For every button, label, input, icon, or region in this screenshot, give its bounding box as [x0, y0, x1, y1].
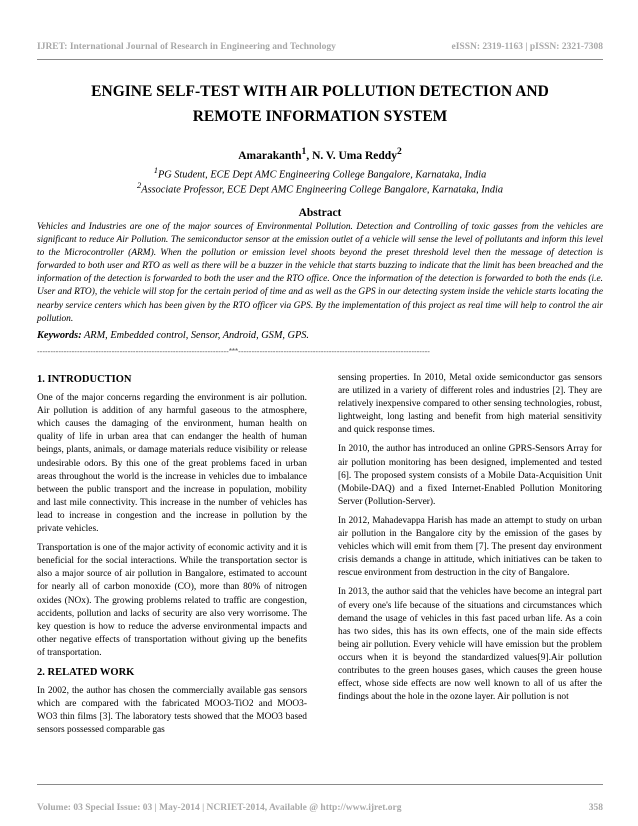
- related-paragraph-2: sensing properties. In 2010, Metal oxide semiconductor gas sensors are utilized in a variety of different roles and industries [2]. They are relatively inexpensive compared to other sensing technologies, robust, lightweight, long lasting and benefit from high material sensitivity and quick response times.: [338, 373, 602, 436]
- title-line-2: REMOTE INFORMATION SYSTEM: [192, 108, 448, 125]
- author-1: Amarakanth: [238, 149, 302, 162]
- issn-info: eISSN: 2319-1163 | pISSN: 2321-7308: [451, 42, 603, 52]
- related-paragraph-5: In 2013, the author said that the vehicles have become an integral part of every one's life because of the situations and circumstances which demand the usage of vehicles in this fast paced urban life. As a coin has two sides, this has its own effects, one of the main side effects being air pollution. Every vehicle will have emission but the problem occurs when it is beyond the standardized values[9].Air pollution contributes to the green houses gases, which causes the green house effect, whose side effects are now well known to all of us after the findings about the hole in the ozone layer. Air pollution is not: [338, 587, 602, 703]
- title-line-1: ENGINE SELF-TEST WITH AIR POLLUTION DETECTION AND: [91, 83, 549, 100]
- affiliation-1-sup: 1: [153, 165, 158, 175]
- related-paragraph-3: In 2010, the author has introduced an online GPRS-Sensors Array for air pollution monitoring has been designed, implemented and tested [6]. The proposed system consists of a Mobile Data-Acquisition Unit (Mobile-DAQ) and a fixed Internet-Enabled Pollution Monitoring Server (Pollution-Server).: [338, 444, 602, 507]
- right-column: [338, 372, 602, 710]
- affiliation-1-text: PG Student, ECE Dept AMC Engineering College Bangalore, Karnataka, India: [157, 169, 487, 181]
- abstract-heading: Abstract: [298, 207, 342, 219]
- left-column: [37, 373, 307, 743]
- header-rule: [37, 59, 603, 60]
- issue-info: Volume: 03 Special Issue: 03 | May-2014 | NCRIET-2014, Available @ http://www.ijret.org: [37, 803, 402, 813]
- affiliation-2: [37, 178, 603, 197]
- intro-paragraph-1: One of the major concerns regarding the environment is air pollution. Air pollution is addition of any harmful gaseous to the atmosphere, which causes the damaging of the environment, human health on quality of life in urban area that can endanger the health of human beings, plants, animals, or damage materials reduce visibility or release undesirable odors. By this one of the great problems faced in urban areas throughout the world is the increase in vehicles due to imbalance between the public transport and the increase in population, mobility and last mile connectivity. This increase in the number of vehicles has lead to increase in congestion and the increase in pollution by the private vehicles.: [37, 393, 307, 535]
- footer-rule: [37, 784, 603, 785]
- keywords: [37, 330, 603, 341]
- author-2: N. V. Uma Reddy: [312, 149, 397, 162]
- related-work-heading: 2. RELATED WORK: [37, 666, 135, 678]
- abstract-text: Vehicles and Industries are one of the major sources of Environmental Pollution. Detection and Controlling of toxic gasses from the vehicles are significant to reduce Air Pollution. The semiconductor sensor at the emission outlet of a vehicle will sense the level of pollutants and inform this level to the Microcontroller (ARM). When the pollution or emission level shoots beyond the preset threshold level then the message of detection is forwarded to both user and RTO as well as there will be a buzzer in the vehicle that starts buzzing to indicate that the limit has been breached and the information of the detection is forwarded to both the user and the RTO office. Once the information of the detection is forwarded to both the ends (i.e. User and RTO), the vehicle will stop for the certain period of time and as well as the GPS in our detecting system inside the vehicle starts locating the nearby service centers which has been given by the RTO officer via GPS. By the implementation of this project as real time will help to control the air pollution.: [37, 222, 603, 324]
- author-list: [37, 146, 603, 162]
- affiliation-2-text: Associate Professor, ECE Dept AMC Engineering College Bangalore, Karnataka, India: [141, 184, 503, 196]
- related-paragraph-4: In 2012, Mahadevappa Harish has made an attempt to study on urban air pollution in the Bangalore city by the emission of the gases by vehicles which will emit from them [7]. The present day environment crisis demands a change in attitude, which initiatives can be taken to rescue environment from destruction in the city of Bangalore.: [338, 515, 602, 579]
- section-separator: ------------------------------------------------------------------------***------------------------------------------------------------------------: [37, 347, 430, 356]
- keywords-text: ARM, Embedded control, Sensor, Android, GSM, GPS.: [84, 330, 309, 341]
- author-1-sup: 1: [301, 146, 307, 157]
- introduction-heading: 1. INTRODUCTION: [37, 374, 132, 385]
- intro-paragraph-2: Transportation is one of the major activity of economic activity and it is beneficial for the social interactions. While the transportation sector is also a major source of air pollution in Bangalore, estimated to account for nearly all of carbon monoxide (CO), more than 80% of nitrogen oxides (NOx). The growing problems related to traffic are congestion, accidents, pollution and lacks of security are also very worrisome. The key question is how to reduce the adverse environmental impacts and other negative effects of transportation without giving up the benefits of transportation.: [37, 543, 307, 658]
- related-work-paragraph-1: In 2002, the author has chosen the commercially available gas sensors which are compared with the fabricated MOO3-TiO2 and MOO3- WO3 thin films [3]. The laboratory tests showed that the MOO3 based sensors possessed comparable gas: [37, 686, 307, 736]
- affiliation-2-sup: 2: [137, 180, 142, 190]
- journal-name: IJRET: International Journal of Research in Engineering and Technology: [37, 42, 336, 52]
- author-separator: ,: [306, 149, 313, 162]
- keywords-label: Keywords:: [37, 330, 82, 341]
- page-number: 358: [588, 803, 603, 813]
- paper-title: [37, 79, 603, 129]
- author-2-sup: 2: [396, 146, 402, 157]
